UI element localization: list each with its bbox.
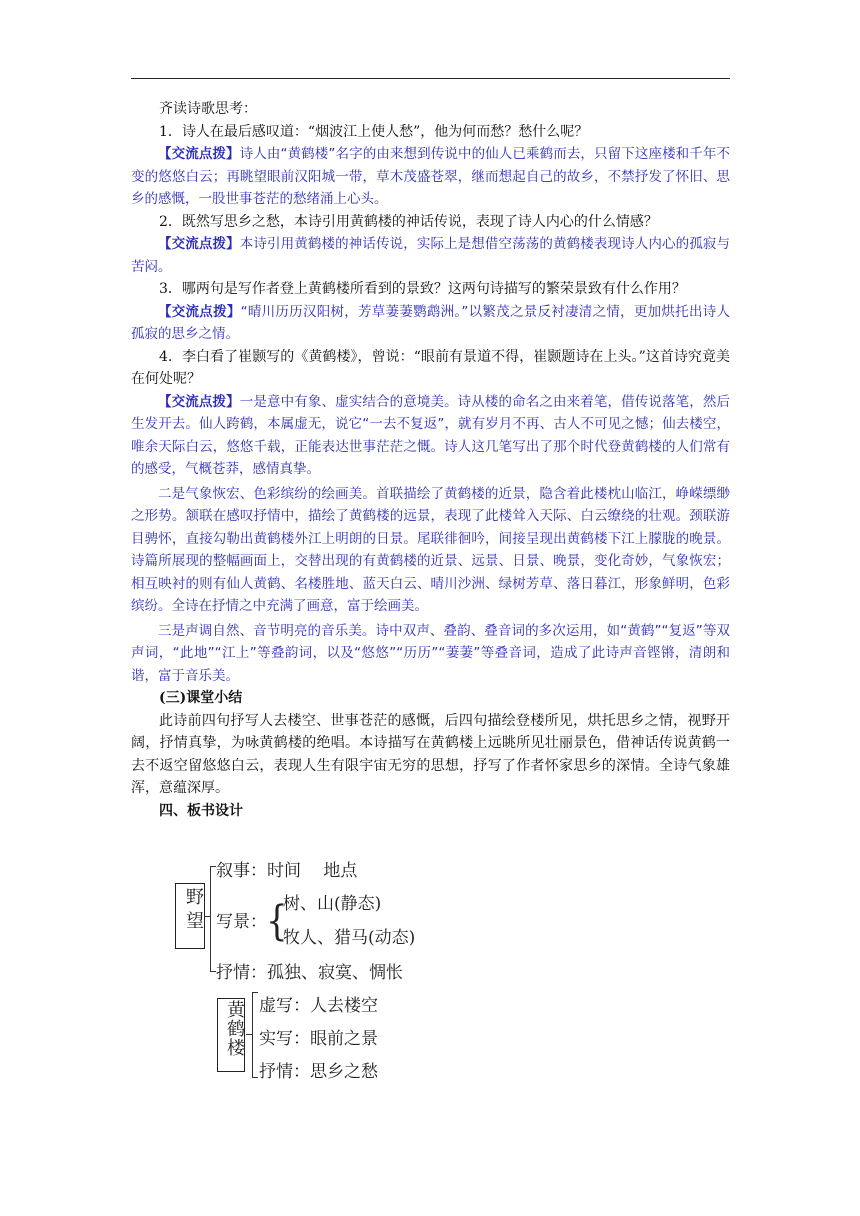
answer-4-part-2: 二是气象恢宏、色彩缤纷的绘画美。首联描绘了黄鹤楼的近景，隐含着此楼枕山临江，峥嵘缥缈之形势。颔联在感叹抒情中，描绘了黄鹤楼的远景，表现了此楼耸入天际、白云缭绕的壮观。颈联游目骋怀，直接勾勒出黄鹤楼外江上明朗的日景。尾联徘徊吟，间接呈现出黄鹤楼下江上朦胧的晚景。诗篇所展现的整幅画面上，交替出现的有黄鹤楼的近景、远景、日景、晚景，变化奇妙，气象恢宏；相互映衬的则有仙人黄鹤、名楼胜地、蓝天白云、晴川沙洲、绿树芳草、落日暮江，形象鲜明，色彩缤纷。全诗在抒情之中充满了画意，富于绘画美。 <box>131 485 730 614</box>
yewang-row-narration: 叙事：时间 地点 <box>216 861 358 881</box>
board-heading: 四、板书设计 <box>159 802 243 819</box>
answer-1 <box>131 143 730 211</box>
huanghelou-row-virtual: 虚写：人去楼空 <box>259 996 378 1016</box>
huanghelou-row-emotion: 抒情：思乡之愁 <box>259 1062 378 1082</box>
answer-4-part-3: 三是声调自然、音节明亮的音乐美。诗中双声、叠韵、叠音词的多次运用，如“黄鹤”“复返”等双声词，“此地”“江上”等叠韵词，以及“悠悠”“历历”“萋萋”等叠音词，造成了此诗声音铿锵，清朗和谐，富于音乐美。 <box>131 622 730 684</box>
yewang-row-scenery-a: 树、山(静态) <box>283 894 382 914</box>
answer-text: 本诗引用黄鹤楼的神话传说，实际上是想借空荡荡的黄鹤楼表现诗人内心的孤寂与苦闷。 <box>131 236 731 275</box>
yewang-inner-brace: { <box>266 898 288 946</box>
yewang-title-box <box>175 883 205 949</box>
yewang-bracket-mid <box>204 916 210 917</box>
answer-text: 一是意中有象、虚实结合的意境美。诗从楼的命名之由来着笔，借传说落笔，然后生发开去。仙人跨鹤，本属虚无，说它“一去不复返”，就有岁月不再、古人不可见之憾；仙去楼空，唯余天际白云，悠悠千载，正能表达世事茫茫之慨。诗人这几笔写出了那个时代登黄鹤楼的人们常有的感受，气概苍莽，感情真挚。 <box>131 393 731 477</box>
answer-tag: 【交流点拨】 <box>158 146 240 162</box>
answer-4 <box>131 391 730 481</box>
yewang-title: 野望 <box>183 887 204 935</box>
answer-2 <box>131 233 730 278</box>
yewang-row-scenery-label: 写景： <box>216 912 267 932</box>
answer-text: “晴川历历汉阳树，芳草萋萋鹦鹉洲。”以繁茂之景反衬凄清之情，更加烘托出诗人孤寂的思乡之情。 <box>131 303 730 342</box>
intro-line: 齐读诗歌思考： <box>159 101 257 117</box>
summary-heading: (三)课堂小结 <box>159 690 243 706</box>
answer-tag: 【交流点拨】 <box>158 393 240 410</box>
huanghelou-bracket-top <box>252 992 258 993</box>
huanghelou-bracket-bottom <box>252 1077 258 1078</box>
summary-text: 此诗前四句抒写人去楼空、世事苍茫的感慨，后四句描绘登楼所见，烘托思乡之情，视野开阔，抒情真挚，为咏黄鹤楼的绝唱。本诗描写在黄鹤楼上远眺所见壮丽景色，借神话传说黄鹤一去不返空留悠悠白云，表现人生有限宇宙无穷的思想，抒写了作者怀家思乡的深情。全诗气象雄浑，意蕴深厚。 <box>131 712 730 796</box>
yewang-row-emotion: 抒情：孤独、寂寞、惆怅 <box>216 963 403 983</box>
yewang-row-scenery-b: 牧人、猎马(动态) <box>283 928 416 948</box>
huanghelou-bracket <box>252 992 253 1078</box>
answer-text: 诗人由“黄鹤楼”名字的由来想到传说中的仙人已乘鹤而去，只留下这座楼和千年不变的悠悠白云；再眺望眼前汉阳城一带，草木茂盛苍翠，继而想起自己的故乡，不禁抒发了怀旧、思乡的感慨，一股世事苍茫的愁绪涌上心头。 <box>131 146 731 207</box>
huanghelou-title: 黄鹤楼 <box>224 1000 245 1057</box>
answer-3 <box>131 301 730 346</box>
question-1: 1．诗人在最后感叹道：“烟波江上使人愁”，他为何而愁？愁什么呢？ <box>159 123 589 140</box>
yewang-bracket-top <box>210 866 216 867</box>
lesson-content <box>131 98 730 822</box>
huanghelou-row-real: 实写：眼前之景 <box>259 1029 378 1049</box>
answer-tag: 【交流点拨】 <box>158 236 240 252</box>
question-2: 2．既然写思乡之愁，本诗引用黄鹤楼的神话传说，表现了诗人内心的什么情感？ <box>159 213 658 230</box>
question-3: 3．哪两句是写作者登上黄鹤楼所看到的景致？这两句诗描写的繁荣景致有什么作用？ <box>159 281 686 297</box>
huanghelou-title-box <box>217 998 245 1072</box>
answer-tag: 【交流点拨】 <box>158 303 241 320</box>
huanghelou-bracket-mid <box>246 1034 252 1035</box>
header-rule <box>131 78 730 79</box>
yewang-bracket-bottom <box>210 971 216 972</box>
yewang-bracket <box>210 866 211 972</box>
question-4: 4．李白看了崔颢写的《黄鹤楼》，曾说：“眼前有景道不得，崔颢题诗在上头。”这首诗究竟美在何处呢？ <box>131 348 730 387</box>
